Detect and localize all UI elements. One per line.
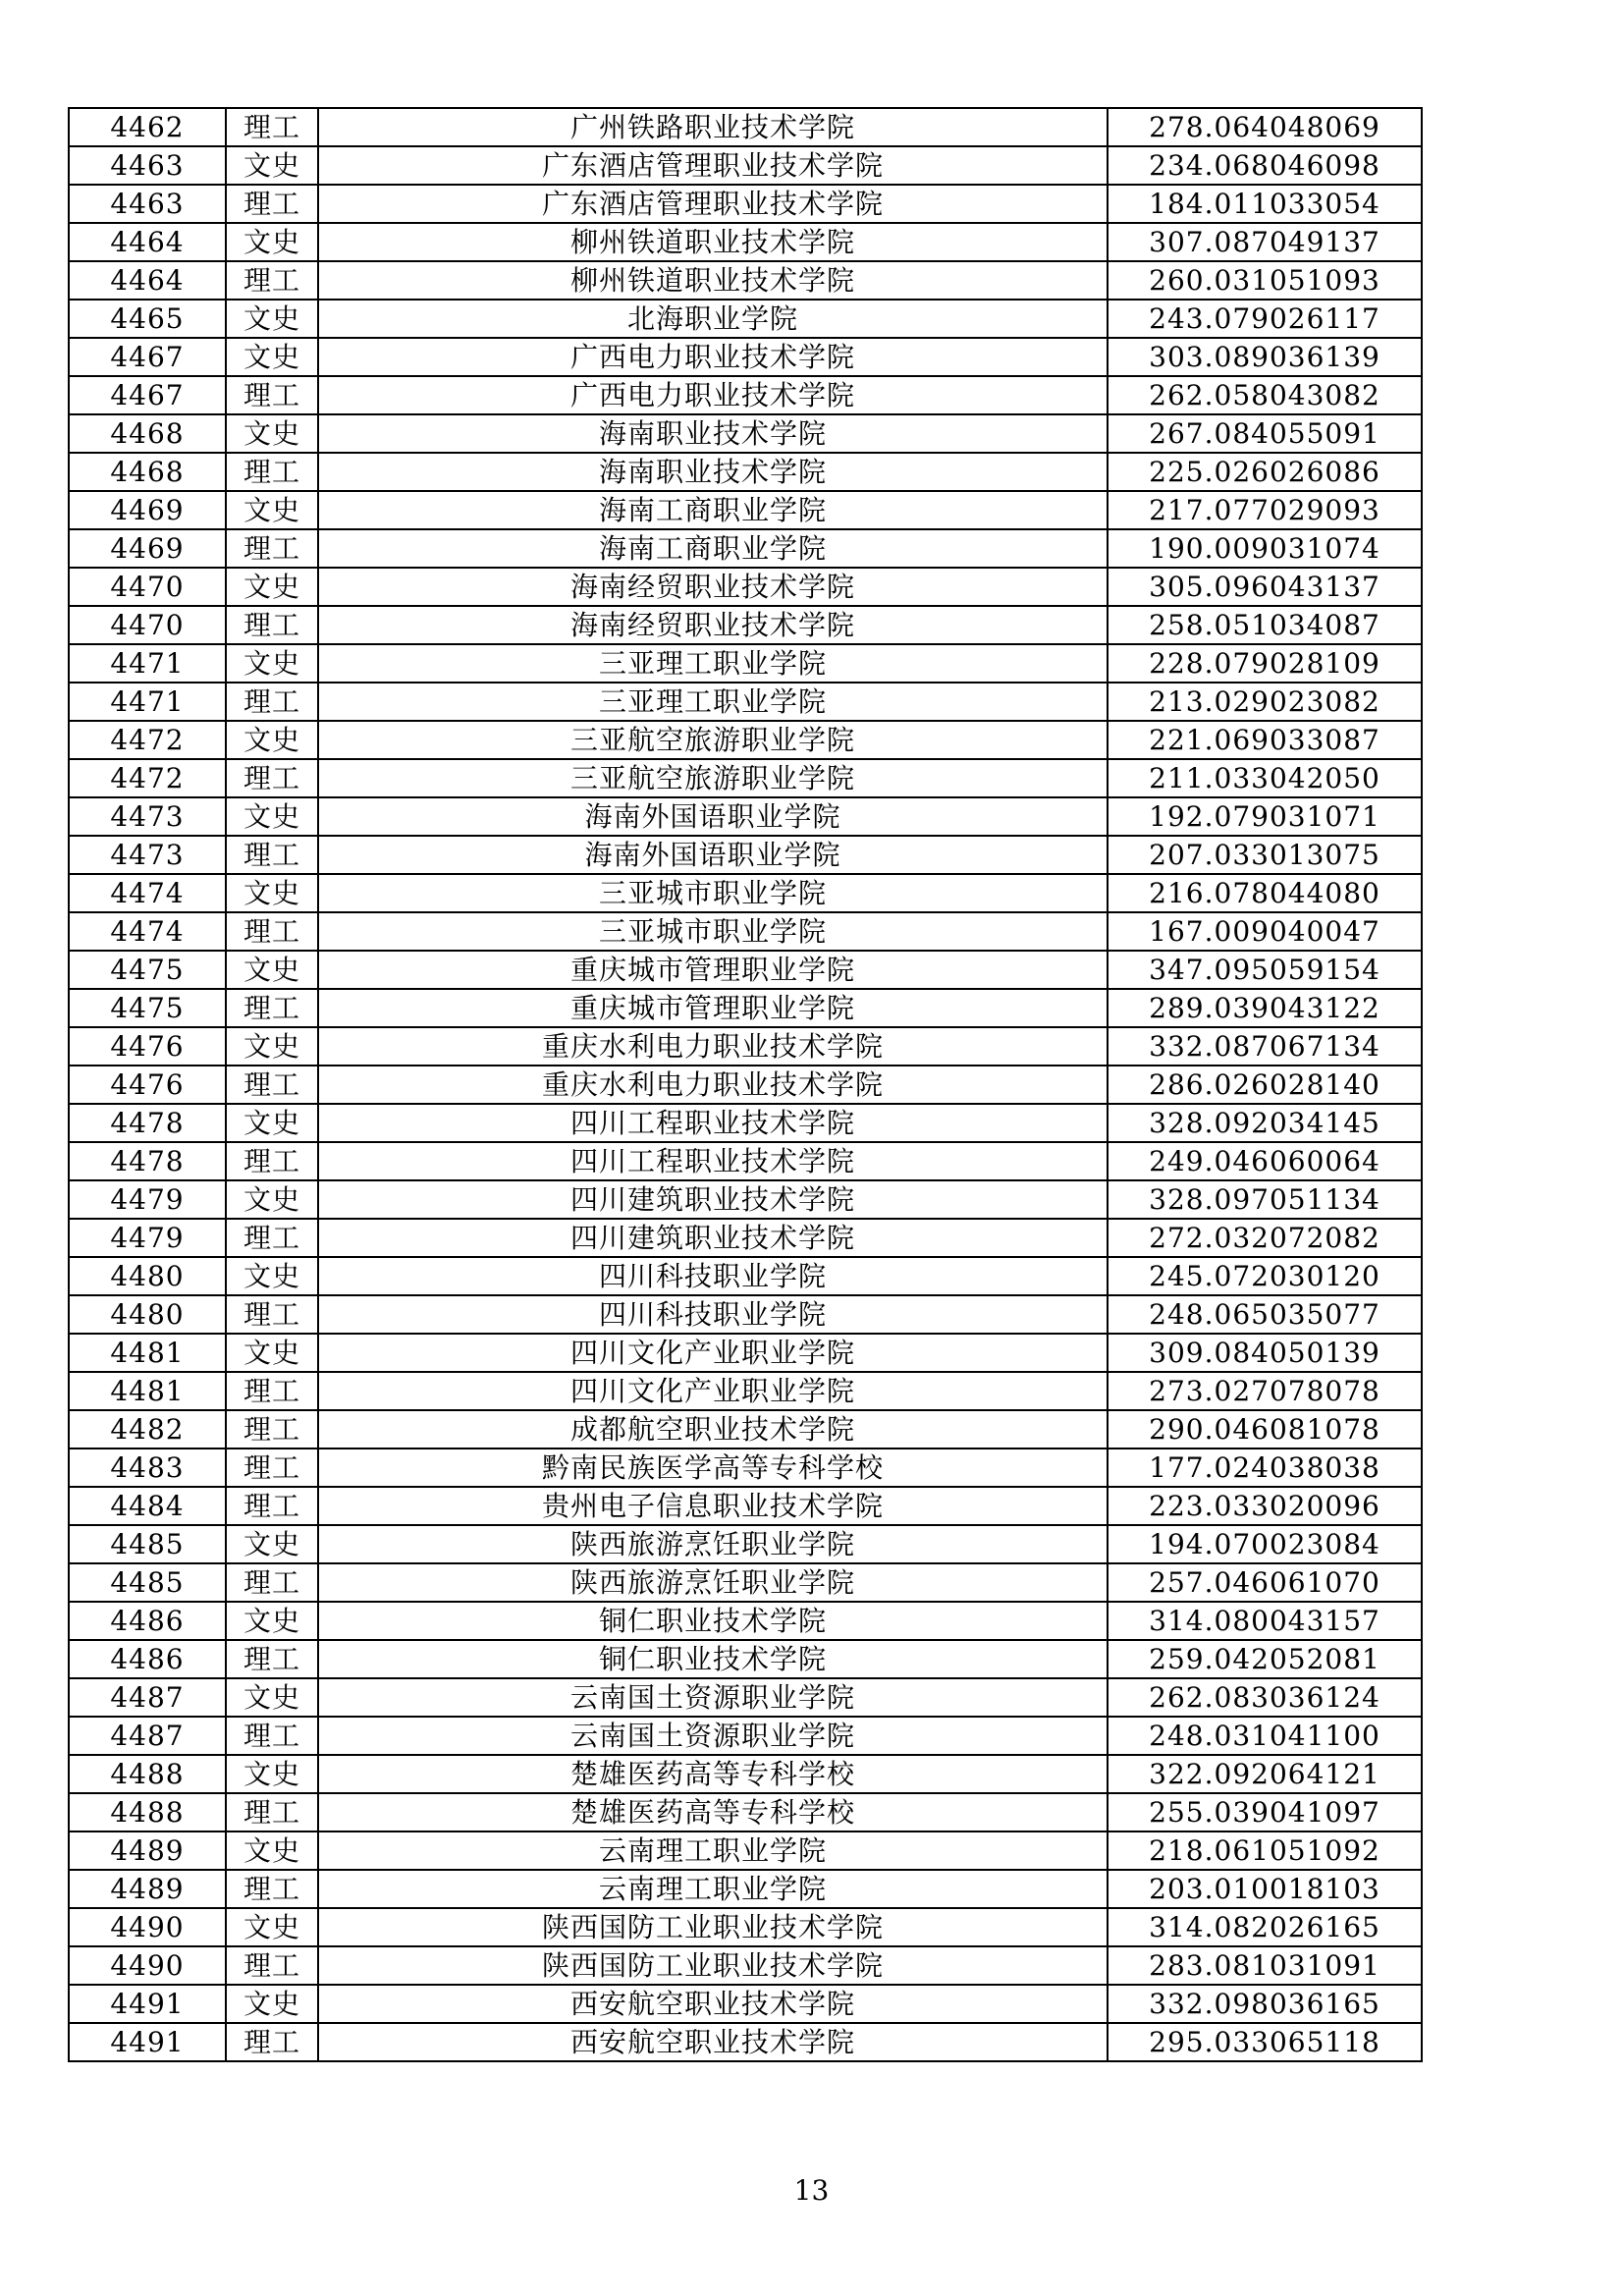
category-cell: 文史 [226, 223, 318, 261]
score-cell: 328.092034145 [1108, 1104, 1422, 1142]
score-cell: 289.039043122 [1108, 989, 1422, 1027]
school-code-cell: 4470 [69, 606, 226, 644]
school-code-cell: 4469 [69, 491, 226, 529]
table-row [69, 989, 1422, 1027]
table-row [69, 1066, 1422, 1104]
score-cell: 259.042052081 [1108, 1640, 1422, 1678]
category-cell: 理工 [226, 529, 318, 568]
category-cell: 理工 [226, 376, 318, 414]
category-cell: 理工 [226, 1870, 318, 1908]
school-name-cell: 海南外国语职业学院 [318, 836, 1108, 874]
school-code-cell: 4462 [69, 108, 226, 146]
table-row [69, 836, 1422, 874]
score-cell: 190.009031074 [1108, 529, 1422, 568]
score-cell: 262.058043082 [1108, 376, 1422, 414]
category-cell: 理工 [226, 1717, 318, 1755]
category-cell: 理工 [226, 989, 318, 1027]
score-cell: 262.083036124 [1108, 1678, 1422, 1717]
category-cell: 文史 [226, 491, 318, 529]
table-row [69, 1678, 1422, 1717]
school-name-cell: 三亚城市职业学院 [318, 874, 1108, 912]
school-name-cell: 广州铁路职业技术学院 [318, 108, 1108, 146]
school-code-cell: 4484 [69, 1487, 226, 1525]
school-code-cell: 4486 [69, 1640, 226, 1678]
school-name-cell: 三亚航空旅游职业学院 [318, 759, 1108, 797]
score-cell: 307.087049137 [1108, 223, 1422, 261]
category-cell: 理工 [226, 453, 318, 491]
score-cell: 249.046060064 [1108, 1142, 1422, 1180]
category-cell: 文史 [226, 1027, 318, 1066]
school-name-cell: 陕西旅游烹饪职业学院 [318, 1563, 1108, 1602]
school-code-cell: 4482 [69, 1410, 226, 1449]
school-name-cell: 重庆水利电力职业技术学院 [318, 1027, 1108, 1066]
school-code-cell: 4474 [69, 874, 226, 912]
school-name-cell: 海南外国语职业学院 [318, 797, 1108, 836]
school-name-cell: 广西电力职业技术学院 [318, 376, 1108, 414]
table-row [69, 1563, 1422, 1602]
category-cell: 文史 [226, 874, 318, 912]
school-name-cell: 铜仁职业技术学院 [318, 1640, 1108, 1678]
school-code-cell: 4491 [69, 1985, 226, 2023]
school-code-cell: 4468 [69, 414, 226, 453]
school-name-cell: 云南理工职业学院 [318, 1870, 1108, 1908]
score-cell: 167.009040047 [1108, 912, 1422, 951]
school-code-cell: 4485 [69, 1525, 226, 1563]
school-name-cell: 云南理工职业学院 [318, 1831, 1108, 1870]
score-cell: 218.061051092 [1108, 1831, 1422, 1870]
school-name-cell: 三亚航空旅游职业学院 [318, 721, 1108, 759]
score-cell: 286.026028140 [1108, 1066, 1422, 1104]
score-cell: 332.087067134 [1108, 1027, 1422, 1066]
table-row [69, 1449, 1422, 1487]
category-cell: 文史 [226, 1602, 318, 1640]
category-cell: 理工 [226, 1219, 318, 1257]
table-row [69, 414, 1422, 453]
table-row [69, 1372, 1422, 1410]
school-name-cell: 四川工程职业技术学院 [318, 1104, 1108, 1142]
score-cell: 223.033020096 [1108, 1487, 1422, 1525]
score-cell: 248.031041100 [1108, 1717, 1422, 1755]
table-row [69, 874, 1422, 912]
school-name-cell: 柳州铁道职业技术学院 [318, 261, 1108, 300]
school-code-cell: 4478 [69, 1104, 226, 1142]
score-cell: 243.079026117 [1108, 300, 1422, 338]
school-code-cell: 4470 [69, 568, 226, 606]
school-code-cell: 4463 [69, 146, 226, 185]
school-code-cell: 4474 [69, 912, 226, 951]
score-cell: 273.027078078 [1108, 1372, 1422, 1410]
score-cell: 290.046081078 [1108, 1410, 1422, 1449]
admission-score-table [68, 107, 1423, 2062]
school-code-cell: 4485 [69, 1563, 226, 1602]
school-name-cell: 黔南民族医学高等专科学校 [318, 1449, 1108, 1487]
category-cell: 理工 [226, 1946, 318, 1985]
category-cell: 文史 [226, 1104, 318, 1142]
school-code-cell: 4480 [69, 1257, 226, 1295]
school-name-cell: 楚雄医药高等专科学校 [318, 1755, 1108, 1793]
category-cell: 文史 [226, 1831, 318, 1870]
category-cell: 理工 [226, 836, 318, 874]
school-name-cell: 陕西国防工业职业技术学院 [318, 1908, 1108, 1946]
score-cell: 216.078044080 [1108, 874, 1422, 912]
school-name-cell: 云南国土资源职业学院 [318, 1717, 1108, 1755]
school-code-cell: 4490 [69, 1908, 226, 1946]
table-row [69, 1755, 1422, 1793]
school-name-cell: 西安航空职业技术学院 [318, 1985, 1108, 2023]
category-cell: 文史 [226, 1257, 318, 1295]
school-code-cell: 4478 [69, 1142, 226, 1180]
score-cell: 332.098036165 [1108, 1985, 1422, 2023]
category-cell: 文史 [226, 721, 318, 759]
table-row [69, 1027, 1422, 1066]
table-row [69, 1831, 1422, 1870]
school-code-cell: 4471 [69, 683, 226, 721]
school-code-cell: 4464 [69, 223, 226, 261]
category-cell: 理工 [226, 108, 318, 146]
school-code-cell: 4467 [69, 338, 226, 376]
table-row [69, 261, 1422, 300]
school-code-cell: 4473 [69, 836, 226, 874]
school-name-cell: 四川建筑职业技术学院 [318, 1219, 1108, 1257]
school-name-cell: 广东酒店管理职业技术学院 [318, 146, 1108, 185]
score-cell: 314.080043157 [1108, 1602, 1422, 1640]
category-cell: 文史 [226, 300, 318, 338]
table-row [69, 1142, 1422, 1180]
school-code-cell: 4487 [69, 1678, 226, 1717]
school-name-cell: 楚雄医药高等专科学校 [318, 1793, 1108, 1831]
score-cell: 228.079028109 [1108, 644, 1422, 683]
category-cell: 理工 [226, 1372, 318, 1410]
category-cell: 文史 [226, 414, 318, 453]
category-cell: 理工 [226, 1793, 318, 1831]
score-cell: 283.081031091 [1108, 1946, 1422, 1985]
category-cell: 理工 [226, 759, 318, 797]
school-code-cell: 4475 [69, 989, 226, 1027]
school-name-cell: 陕西旅游烹饪职业学院 [318, 1525, 1108, 1563]
school-name-cell: 四川文化产业职业学院 [318, 1372, 1108, 1410]
table-row [69, 759, 1422, 797]
score-cell: 309.084050139 [1108, 1334, 1422, 1372]
school-code-cell: 4480 [69, 1295, 226, 1334]
school-code-cell: 4465 [69, 300, 226, 338]
table-row [69, 1793, 1422, 1831]
category-cell: 理工 [226, 1487, 318, 1525]
school-name-cell: 四川文化产业职业学院 [318, 1334, 1108, 1372]
school-code-cell: 4481 [69, 1372, 226, 1410]
score-cell: 257.046061070 [1108, 1563, 1422, 1602]
school-name-cell: 铜仁职业技术学院 [318, 1602, 1108, 1640]
table-row [69, 1104, 1422, 1142]
score-cell: 203.010018103 [1108, 1870, 1422, 1908]
table-row [69, 606, 1422, 644]
table-row [69, 300, 1422, 338]
score-cell: 194.070023084 [1108, 1525, 1422, 1563]
school-name-cell: 四川工程职业技术学院 [318, 1142, 1108, 1180]
school-code-cell: 4488 [69, 1793, 226, 1831]
school-code-cell: 4476 [69, 1027, 226, 1066]
score-cell: 225.026026086 [1108, 453, 1422, 491]
table-row [69, 1334, 1422, 1372]
category-cell: 文史 [226, 1180, 318, 1219]
category-cell: 理工 [226, 1640, 318, 1678]
school-name-cell: 海南经贸职业技术学院 [318, 606, 1108, 644]
table-row [69, 1257, 1422, 1295]
school-code-cell: 4471 [69, 644, 226, 683]
category-cell: 文史 [226, 568, 318, 606]
table-row [69, 338, 1422, 376]
score-cell: 328.097051134 [1108, 1180, 1422, 1219]
score-cell: 278.064048069 [1108, 108, 1422, 146]
score-cell: 245.072030120 [1108, 1257, 1422, 1295]
school-code-cell: 4479 [69, 1180, 226, 1219]
table-row [69, 1180, 1422, 1219]
table-row [69, 912, 1422, 951]
school-name-cell: 贵州电子信息职业技术学院 [318, 1487, 1108, 1525]
school-name-cell: 重庆城市管理职业学院 [318, 951, 1108, 989]
school-code-cell: 4488 [69, 1755, 226, 1793]
school-code-cell: 4468 [69, 453, 226, 491]
table-row [69, 1946, 1422, 1985]
page-number: 13 [793, 2174, 830, 2207]
table-row [69, 376, 1422, 414]
category-cell: 理工 [226, 683, 318, 721]
school-code-cell: 4464 [69, 261, 226, 300]
category-cell: 文史 [226, 338, 318, 376]
category-cell: 理工 [226, 261, 318, 300]
score-cell: 305.096043137 [1108, 568, 1422, 606]
school-name-cell: 成都航空职业技术学院 [318, 1410, 1108, 1449]
school-code-cell: 4481 [69, 1334, 226, 1372]
category-cell: 理工 [226, 912, 318, 951]
category-cell: 理工 [226, 1449, 318, 1487]
table-row [69, 1219, 1422, 1257]
category-cell: 理工 [226, 606, 318, 644]
category-cell: 文史 [226, 1678, 318, 1717]
school-code-cell: 4467 [69, 376, 226, 414]
school-code-cell: 4475 [69, 951, 226, 989]
school-name-cell: 重庆水利电力职业技术学院 [318, 1066, 1108, 1104]
school-code-cell: 4472 [69, 721, 226, 759]
school-code-cell: 4486 [69, 1602, 226, 1640]
school-code-cell: 4469 [69, 529, 226, 568]
table-body [69, 108, 1422, 2061]
school-name-cell: 三亚理工职业学院 [318, 644, 1108, 683]
school-name-cell: 三亚理工职业学院 [318, 683, 1108, 721]
table-row [69, 146, 1422, 185]
category-cell: 文史 [226, 1334, 318, 1372]
school-code-cell: 4491 [69, 2023, 226, 2061]
category-cell: 理工 [226, 1410, 318, 1449]
table-row [69, 1295, 1422, 1334]
table-row [69, 529, 1422, 568]
school-name-cell: 四川科技职业学院 [318, 1257, 1108, 1295]
score-cell: 221.069033087 [1108, 721, 1422, 759]
school-name-cell: 海南经贸职业技术学院 [318, 568, 1108, 606]
school-name-cell: 海南工商职业学院 [318, 491, 1108, 529]
table-row [69, 108, 1422, 146]
table-row [69, 951, 1422, 989]
score-cell: 267.084055091 [1108, 414, 1422, 453]
table-row [69, 568, 1422, 606]
category-cell: 理工 [226, 1142, 318, 1180]
school-code-cell: 4487 [69, 1717, 226, 1755]
school-name-cell: 海南职业技术学院 [318, 414, 1108, 453]
category-cell: 文史 [226, 146, 318, 185]
school-name-cell: 陕西国防工业职业技术学院 [318, 1946, 1108, 1985]
school-name-cell: 海南工商职业学院 [318, 529, 1108, 568]
school-code-cell: 4483 [69, 1449, 226, 1487]
score-cell: 314.082026165 [1108, 1908, 1422, 1946]
score-cell: 211.033042050 [1108, 759, 1422, 797]
table-row [69, 453, 1422, 491]
school-name-cell: 三亚城市职业学院 [318, 912, 1108, 951]
table-row [69, 1525, 1422, 1563]
table-row [69, 1985, 1422, 2023]
score-cell: 248.065035077 [1108, 1295, 1422, 1334]
school-name-cell: 广东酒店管理职业技术学院 [318, 185, 1108, 223]
school-name-cell: 广西电力职业技术学院 [318, 338, 1108, 376]
school-name-cell: 海南职业技术学院 [318, 453, 1108, 491]
table-row [69, 797, 1422, 836]
category-cell: 文史 [226, 1985, 318, 2023]
table-row [69, 1487, 1422, 1525]
score-cell: 184.011033054 [1108, 185, 1422, 223]
category-cell: 理工 [226, 2023, 318, 2061]
table-row [69, 1410, 1422, 1449]
table-row [69, 223, 1422, 261]
score-cell: 272.032072082 [1108, 1219, 1422, 1257]
category-cell: 理工 [226, 1295, 318, 1334]
school-code-cell: 4489 [69, 1831, 226, 1870]
score-cell: 177.024038038 [1108, 1449, 1422, 1487]
score-cell: 295.033065118 [1108, 2023, 1422, 2061]
table-row [69, 1602, 1422, 1640]
category-cell: 文史 [226, 1525, 318, 1563]
score-cell: 347.095059154 [1108, 951, 1422, 989]
score-cell: 207.033013075 [1108, 836, 1422, 874]
school-name-cell: 西安航空职业技术学院 [318, 2023, 1108, 2061]
category-cell: 理工 [226, 1563, 318, 1602]
score-cell: 213.029023082 [1108, 683, 1422, 721]
score-cell: 255.039041097 [1108, 1793, 1422, 1831]
category-cell: 文史 [226, 1908, 318, 1946]
school-name-cell: 重庆城市管理职业学院 [318, 989, 1108, 1027]
school-name-cell: 四川建筑职业技术学院 [318, 1180, 1108, 1219]
table-row [69, 644, 1422, 683]
table-row [69, 1640, 1422, 1678]
school-code-cell: 4463 [69, 185, 226, 223]
school-code-cell: 4476 [69, 1066, 226, 1104]
score-cell: 258.051034087 [1108, 606, 1422, 644]
table-row [69, 491, 1422, 529]
category-cell: 理工 [226, 185, 318, 223]
category-cell: 文史 [226, 951, 318, 989]
school-name-cell: 云南国土资源职业学院 [318, 1678, 1108, 1717]
table-row [69, 721, 1422, 759]
table-row [69, 1870, 1422, 1908]
school-code-cell: 4489 [69, 1870, 226, 1908]
score-cell: 260.031051093 [1108, 261, 1422, 300]
score-cell: 217.077029093 [1108, 491, 1422, 529]
table-row [69, 683, 1422, 721]
school-name-cell: 四川科技职业学院 [318, 1295, 1108, 1334]
score-cell: 234.068046098 [1108, 146, 1422, 185]
score-cell: 303.089036139 [1108, 338, 1422, 376]
score-cell: 192.079031071 [1108, 797, 1422, 836]
school-code-cell: 4473 [69, 797, 226, 836]
table-row [69, 1908, 1422, 1946]
school-code-cell: 4479 [69, 1219, 226, 1257]
category-cell: 理工 [226, 1066, 318, 1104]
school-name-cell: 北海职业学院 [318, 300, 1108, 338]
score-cell: 322.092064121 [1108, 1755, 1422, 1793]
category-cell: 文史 [226, 1755, 318, 1793]
school-code-cell: 4490 [69, 1946, 226, 1985]
table-row [69, 185, 1422, 223]
school-code-cell: 4472 [69, 759, 226, 797]
category-cell: 文史 [226, 797, 318, 836]
table-row [69, 1717, 1422, 1755]
table-row [69, 2023, 1422, 2061]
category-cell: 文史 [226, 644, 318, 683]
school-name-cell: 柳州铁道职业技术学院 [318, 223, 1108, 261]
